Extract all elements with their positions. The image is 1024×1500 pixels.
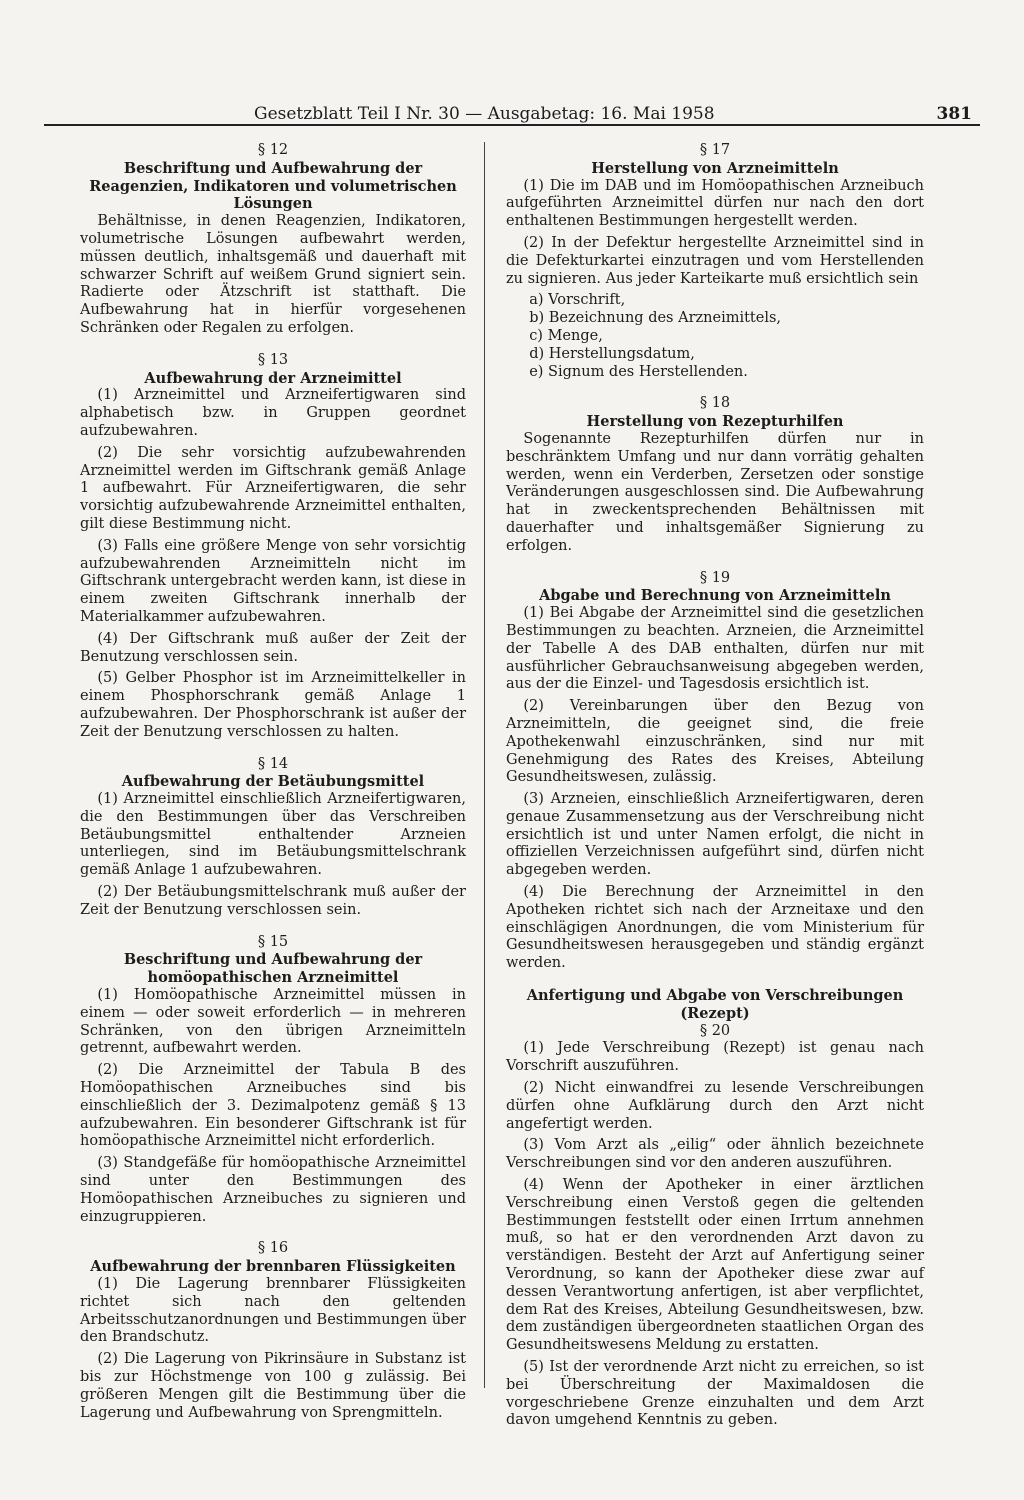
paragraph: (1) Arzneimittel und Arzneifertigwaren sind alphabetisch bzw. in Gruppen geordnet aufzubewahren. bbox=[80, 387, 466, 439]
section-heading: Abgabe und Berechnung von Arzneimitteln bbox=[539, 587, 891, 605]
section-number: § 12 bbox=[257, 142, 289, 158]
section-heading: Beschriftung und Aufbewahrung der Reagenzien, Indikatoren und volumetrischen Lösungen bbox=[89, 159, 457, 213]
paragraph: (4) Der Giftschrank muß außer der Zeit der Benutzung verschlossen sein. bbox=[80, 630, 466, 665]
paragraph: (1) Homöopathische Arzneimittel müssen in einem — oder soweit erforderlich — in mehreren Schränken, von den übrigen Arzneimitteln getrennt, aufbewahrt werden. bbox=[80, 987, 466, 1057]
paragraph: (5) Gelber Phosphor ist im Arzneimittelkeller in einem Phosphorschrank gemäß Anlage 1 aufzubewahren. Der Phosphorschrank ist außer der Zeit der Benutzung verschlossen zu halten. bbox=[80, 670, 466, 740]
column-divider bbox=[484, 142, 485, 1388]
section-number: § 16 bbox=[257, 1240, 289, 1257]
paragraph: (1) Arzneimittel einschließlich Arzneifertigwaren, die den Bestimmungen über das Verschreiben Betäubungsmittel enthaltender Arzneien unterliegen, sind im Betäubungsmittelschrank gemäß Anlage 1 aufzubewahren. bbox=[80, 791, 466, 879]
page-number: 381 bbox=[936, 104, 972, 124]
requirements-list bbox=[506, 292, 924, 381]
list-item: a) Vorschrift, bbox=[529, 292, 626, 309]
paragraph: (2) Vereinbarungen über den Bezug von Arzneimitteln, die geeignet sind, die freie Apothekenwahl einzuschränken, sind nur mit Genehmigung des Rates des Kreises, Abteilung Gesundheitswesen, zulässig. bbox=[506, 698, 924, 786]
section-14 bbox=[80, 756, 466, 920]
paragraph: (3) Arzneien, einschließlich Arzneifertigwaren, deren genaue Zusammensetzung aus der Verschreibung nicht ersichtlich ist und unter Namen erfolgt, die nicht in offiziellen Verzeichnissen aufgeführt sind, dürfen nicht abgegeben werden. bbox=[506, 791, 924, 879]
section-16 bbox=[80, 1240, 466, 1422]
paragraph: (2) Die sehr vorsichtig aufzubewahrenden Arzneimittel werden im Giftschrank gemäß Anlage 1 aufbewahrt. Für Arzneifertigwaren, die sehr vorsichtig aufzubewahrende Arzneimittel enthalten, gilt diese Bestimmung nicht. bbox=[80, 444, 466, 532]
paragraph: (2) Nicht einwandfrei zu lesende Verschreibungen dürfen ohne Aufklärung durch den Arzt nicht angefertigt werden. bbox=[506, 1080, 924, 1132]
paragraph: Sogenannte Rezepturhilfen dürfen nur in beschränktem Umfang und nur dann vorrätig gehalten werden, wenn ein Verderben, Zersetzen oder sonstige Veränderungen ausgeschlossen sind. Die Aufbewahrung hat in zweckentsprechenden Behältnissen mit dauerhafter und inhaltsgemäßer Signierung zu erfolgen. bbox=[506, 430, 924, 554]
paragraph: (2) Der Betäubungsmittelschrank muß außer der Zeit der Benutzung verschlossen sein. bbox=[80, 884, 466, 918]
section-18 bbox=[506, 395, 924, 555]
section-20 bbox=[506, 987, 924, 1430]
list-item: e) Signum des Herstellenden. bbox=[529, 363, 748, 380]
paragraph: (5) Ist der verordnende Arzt nicht zu erreichen, so ist bei Überschreitung der Maximaldosen die vorgeschriebene Grenze einzuhalten und dem Arzt davon umgehend Kenntnis zu geben. bbox=[506, 1359, 924, 1429]
paragraph: (1) Jede Verschreibung (Rezept) ist genau nach Vorschrift auszuführen. bbox=[506, 1040, 924, 1075]
section-number: § 15 bbox=[257, 933, 289, 950]
list-item: d) Herstellungsdatum, bbox=[529, 345, 695, 362]
paragraph: (3) Falls eine größere Menge von sehr vorsichtig aufzubewahrenden Arzneimitteln nicht im Giftschrank untergebracht werden kann, ist diese in einem zweiten Giftschrank innerhalb der Materialkammer aufzubewahren. bbox=[80, 537, 466, 625]
group-heading: Anfertigung und Abgabe von Verschreibungen (Rezept) bbox=[526, 987, 904, 1022]
paragraph: Behältnisse, in denen Reagenzien, Indikatoren, volumetrische Lösungen aufbewahrt werden, müssen deutlich, inhaltsgemäß und dauerhaft mit schwarzer Schrift auf weißem Grund signiert sein. Radierte oder Ätzschrift ist statthaft. Die Aufbewahrung hat in hierfür vorgesehenen Schränken oder Regalen zu erfolgen. bbox=[80, 213, 466, 336]
section-19 bbox=[506, 570, 924, 974]
section-13 bbox=[80, 352, 466, 742]
header-rule bbox=[44, 124, 980, 126]
list-item: b) Bezeichnung des Arzneimittels, bbox=[529, 310, 782, 327]
paragraph: (1) Die im DAB und im Homöopathischen Arzneibuch aufgeführten Arzneimittel dürfen nur nach den dort enthaltenen Bestimmungen hergestellt werden. bbox=[506, 177, 924, 230]
header-title: Gesetzblatt Teil I Nr. 30 — Ausgabetag: 16. Mai 1958 bbox=[254, 104, 715, 124]
section-number: § 14 bbox=[257, 755, 289, 772]
section-heading: Aufbewahrung der Arzneimittel bbox=[144, 369, 402, 387]
section-heading: Herstellung von Arzneimitteln bbox=[591, 159, 839, 177]
paragraph: (4) Wenn der Apotheker in einer ärztlichen Verschreibung einen Verstoß gegen die geltenden Bestimmungen feststellt oder einen Irrtum annehmen muß, so hat er den verordnenden Arzt davon zu verständigen. Besteht der Arzt auf Anfertigung seiner Verordnung, so kann der Apotheker diese zwar auf dessen Verantwortung anfertigen, ist aber verpflichtet, dem Rat des Kreises, Abteilung Gesundheitswesen, bzw. dem zuständigen übergeordneten staatlichen Organ des Gesundheitswesens Meldung zu erstatten. bbox=[506, 1177, 924, 1354]
section-number: § 18 bbox=[699, 395, 731, 412]
section-number: § 20 bbox=[699, 1022, 731, 1039]
paragraph: (2) Die Arzneimittel der Tabula B des Homöopathischen Arzneibuches sind bis einschließlich der 3. Dezimalpotenz gemäß § 13 aufzubewahren. Ein besonderer Giftschrank ist für homöopathische Arzneimittel nicht erforderlich. bbox=[80, 1062, 466, 1150]
page-header bbox=[44, 104, 980, 124]
right-column bbox=[506, 142, 924, 1434]
paragraph: (3) Standgefäße für homöopathische Arzneimittel sind unter den Bestimmungen des Homöopathischen Arzneibuches zu signieren und einzugruppieren. bbox=[80, 1155, 466, 1225]
section-number: § 19 bbox=[699, 569, 731, 586]
section-number: § 13 bbox=[257, 351, 289, 368]
list-item: c) Menge, bbox=[529, 327, 603, 344]
paragraph: (1) Bei Abgabe der Arzneimittel sind die gesetzlichen Bestimmungen zu beachten. Arzneien, die Arzneimittel der Tabelle A des DAB enthalten, dürfen nur mit ausführlicher Gebrauchsanweisung abgegeben werden, aus der die Einzel- und Tagesdosis ersichtlich ist. bbox=[506, 605, 924, 693]
section-heading: Aufbewahrung der Betäubungsmittel bbox=[121, 773, 425, 791]
paragraph: (4) Die Berechnung der Arzneimittel in den Apotheken richtet sich nach der Arzneitaxe und den einschlägigen Anordnungen, die vom Ministerium für Gesundheitswesen herausgegeben und ständig ergänzt werden. bbox=[506, 884, 924, 972]
section-17 bbox=[506, 142, 924, 381]
section-15 bbox=[80, 934, 466, 1227]
paragraph: (3) Vom Arzt als „eilig“ oder ähnlich bezeichnete Verschreibungen sind vor den anderen auszuführen. bbox=[506, 1137, 924, 1172]
left-column bbox=[80, 142, 466, 1426]
paragraph: (1) Die Lagerung brennbarer Flüssigkeiten richtet sich nach den geltenden Arbeitsschutzanordnungen und Bestimmungen über den Brandschutz. bbox=[80, 1276, 466, 1346]
section-heading: Beschriftung und Aufbewahrung der homöopathischen Arzneimittel bbox=[123, 951, 423, 987]
section-heading: Aufbewahrung der brennbaren Flüssigkeiten bbox=[90, 1258, 456, 1276]
section-heading: Herstellung von Rezepturhilfen bbox=[586, 413, 844, 431]
paragraph: (2) In der Defektur hergestellte Arzneimittel sind in die Defekturkartei einzutragen und vom Herstellenden zu signieren. Aus jeder Karteikarte muß ersichtlich sein bbox=[506, 234, 924, 287]
paragraph: (2) Die Lagerung von Pikrinsäure in Substanz ist bis zur Höchstmenge von 100 g zulässig. Bei größeren Mengen gilt die Bestimmung über die Lagerung und Aufbewahrung von Sprengmitteln. bbox=[80, 1351, 466, 1421]
section-number: § 17 bbox=[699, 142, 731, 158]
section-12 bbox=[80, 142, 466, 338]
